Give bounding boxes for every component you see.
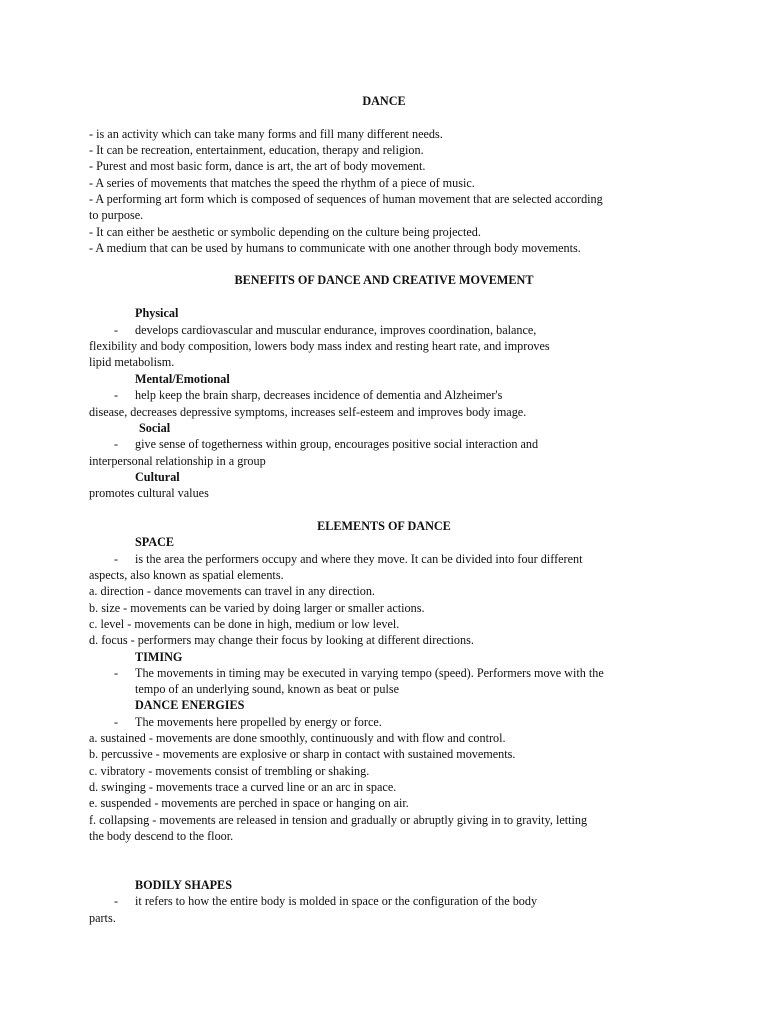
shapes-text: it refers to how the entire body is molded in space or the configuration of the body [135,894,538,908]
space-heading: SPACE [135,535,175,549]
bullet-dash: - [114,715,119,729]
timing-text: tempo of an underlying sound, known as beat or pulse [135,682,400,696]
timing-text: The movements in timing may be executed in varying tempo (speed). Performers move with the [135,666,604,680]
definition-line: - Purest and most basic form, dance is art, the art of body movement. [89,159,426,173]
social-heading: Social [139,421,171,435]
bullet-dash: - [114,388,119,402]
energies-item: f. collapsing - movements are released in tension and gradually or abruptly giving in to gravity, letting [89,813,588,827]
space-item: a. direction - dance movements can travel in any direction. [89,584,375,598]
energies-item: a. sustained - movements are done smoothly, continuously and with flow and control. [89,731,506,745]
physical-text: lipid metabolism. [89,355,175,369]
bullet-dash: - [114,666,119,680]
social-text: interpersonal relationship in a group [89,454,266,468]
social-text: give sense of togetherness within group, encourages positive social interaction and [135,437,539,451]
page-title: DANCE [362,94,406,108]
mental-text: help keep the brain sharp, decreases incidence of dementia and Alzheimer's [135,388,503,402]
energies-item: e. suspended - movements are perched in space or hanging on air. [89,796,409,810]
definition-line: - A series of movements that matches the speed the rhythm of a piece of music. [89,176,475,190]
benefits-heading: BENEFITS OF DANCE AND CREATIVE MOVEMENT [234,273,534,287]
bullet-dash: - [114,323,119,337]
energies-text: The movements here propelled by energy or force. [135,715,382,729]
energies-heading: DANCE ENERGIES [135,698,245,712]
energies-item: d. swinging - movements trace a curved line or an arc in space. [89,780,397,794]
elements-heading: ELEMENTS OF DANCE [317,519,451,533]
shapes-text: parts. [89,911,116,925]
space-item: b. size - movements can be varied by doing larger or smaller actions. [89,601,425,615]
energies-item: b. percussive - movements are explosive or sharp in contact with sustained movements. [89,747,516,761]
definition-line: - is an activity which can take many forms and fill many different needs. [89,127,443,141]
energies-item: c. vibratory - movements consist of trembling or shaking. [89,764,370,778]
timing-heading: TIMING [135,650,183,664]
definition-line: - A performing art form which is composed of sequences of human movement that are selected according [89,192,603,206]
shapes-heading: BODILY SHAPES [135,878,232,892]
definition-line: to purpose. [89,208,144,222]
physical-text: develops cardiovascular and muscular endurance, improves coordination, balance, [135,323,537,337]
space-item: c. level - movements can be done in high, medium or low level. [89,617,400,631]
mental-heading: Mental/Emotional [135,372,230,386]
energies-item: the body descend to the floor. [89,829,234,843]
definition-line: - It can either be aesthetic or symbolic depending on the culture being projected. [89,225,481,239]
bullet-dash: - [114,437,119,451]
cultural-heading: Cultural [135,470,180,484]
bullet-dash: - [114,552,119,566]
physical-heading: Physical [135,306,179,320]
bullet-dash: - [114,894,119,908]
cultural-text: promotes cultural values [89,486,209,500]
mental-text: disease, decreases depressive symptoms, increases self-esteem and improves body image. [89,405,527,419]
definition-line: - It can be recreation, entertainment, education, therapy and religion. [89,143,424,157]
physical-text: flexibility and body composition, lowers body mass index and resting heart rate, and improves [89,339,550,353]
space-text: is the area the performers occupy and where they move. It can be divided into four different [135,552,583,566]
space-text: aspects, also known as spatial elements. [89,568,284,582]
definition-line: - A medium that can be used by humans to communicate with one another through body movements. [89,241,581,255]
space-item: d. focus - performers may change their focus by looking at different directions. [89,633,474,647]
